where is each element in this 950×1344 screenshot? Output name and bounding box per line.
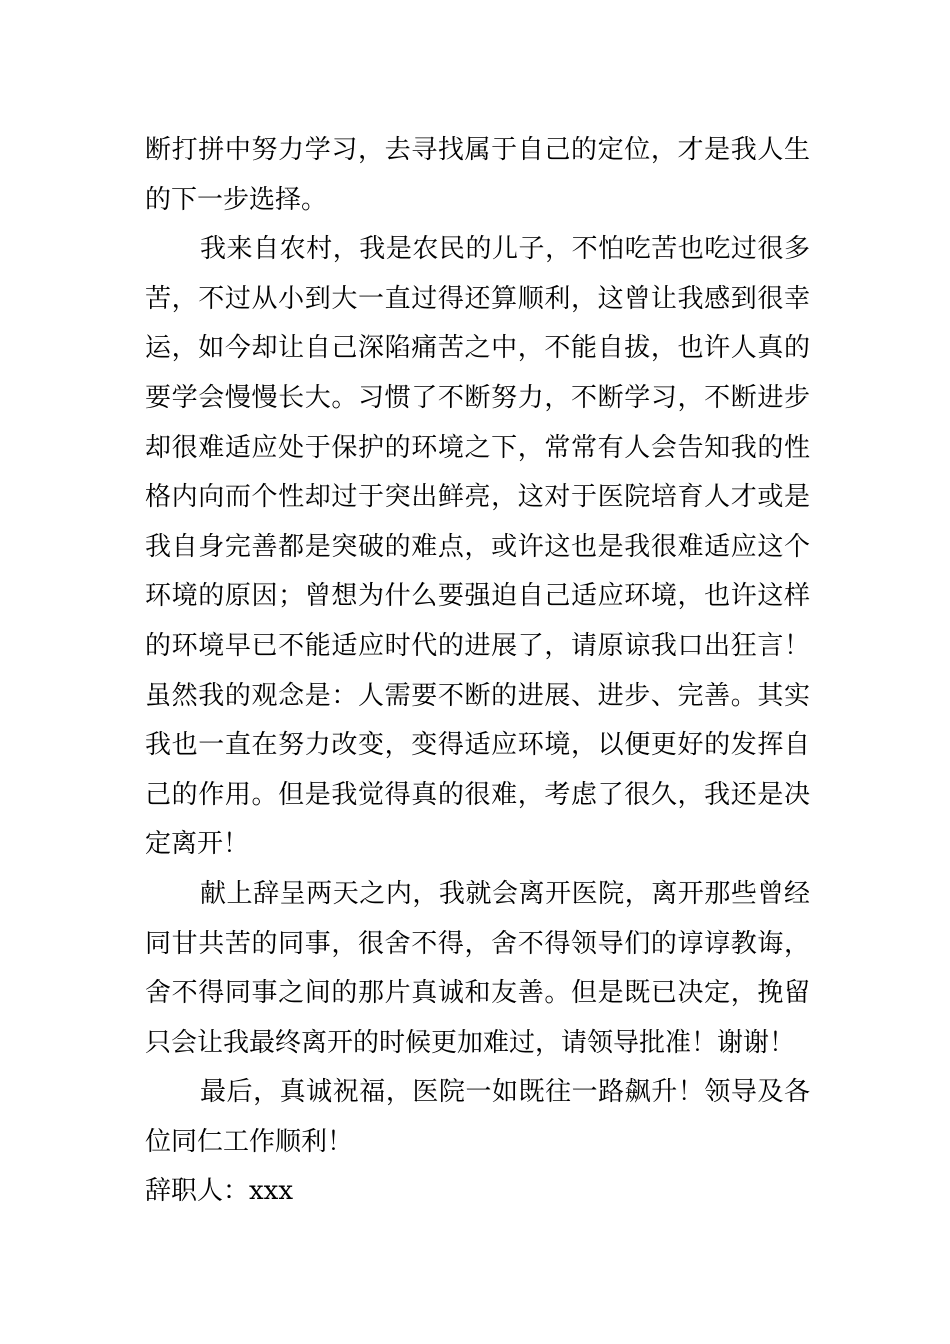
text-line: 最后，真诚祝福，医院一如既往一路飙升！领导及各 bbox=[200, 1077, 810, 1108]
text-line: 的下一步选择。 bbox=[145, 184, 328, 215]
paragraph-2 bbox=[145, 225, 810, 870]
text-line: 我来自农村，我是农民的儿子，不怕吃苦也吃过很多 bbox=[200, 234, 810, 265]
signature-line: 辞职人：xxx bbox=[145, 1176, 293, 1207]
text-line: 苦，不过从小到大一直过得还算顺利，这曾让我感到很幸 bbox=[145, 283, 810, 314]
letter-body bbox=[145, 126, 810, 1217]
text-line: 同甘共苦的同事，很舍不得，舍不得领导们的谆谆教诲， bbox=[145, 928, 810, 959]
text-line: 位同仁工作顺利！ bbox=[145, 1126, 354, 1157]
text-line: 环境的原因；曾想为什么要强迫自己适应环境，也许这样 bbox=[145, 581, 810, 612]
text-line: 舍不得同事之间的那片真诚和友善。但是既已决定，挽留 bbox=[145, 978, 810, 1009]
text-line: 虽然我的观念是：人需要不断的进展、进步、完善。其实 bbox=[145, 680, 810, 711]
text-line: 定离开！ bbox=[145, 829, 250, 860]
text-line: 格内向而个性却过于突出鲜亮，这对于医院培育人才或是 bbox=[145, 482, 810, 513]
text-line: 我也一直在努力改变，变得适应环境，以便更好的发挥自 bbox=[145, 730, 810, 761]
paragraph-1 bbox=[145, 126, 810, 225]
text-line: 断打拼中努力学习，去寻找属于自己的定位，才是我人生 bbox=[145, 135, 810, 165]
paragraph-4 bbox=[145, 1068, 810, 1167]
text-line: 我自身完善都是突破的难点，或许这也是我很难适应这个 bbox=[145, 531, 810, 562]
text-line: 要学会慢慢长大。习惯了不断努力，不断学习，不断进步 bbox=[145, 382, 810, 413]
text-line: 己的作用。但是我觉得真的很难，考虑了很久，我还是决 bbox=[145, 779, 810, 810]
paragraph-3 bbox=[145, 870, 810, 1068]
text-line: 献上辞呈两天之内，我就会离开医院，离开那些曾经 bbox=[200, 878, 810, 909]
text-line: 却很难适应处于保护的环境之下，常常有人会告知我的性 bbox=[145, 432, 810, 463]
text-line: 只会让我最终离开的时候更加难过，请领导批准！谢谢！ bbox=[145, 1027, 796, 1058]
text-line: 运，如今却让自己深陷痛苦之中，不能自拔，也许人真的 bbox=[145, 333, 810, 364]
text-line: 的环境早已不能适应时代的进展了，请原谅我口出狂言！ bbox=[145, 630, 810, 661]
